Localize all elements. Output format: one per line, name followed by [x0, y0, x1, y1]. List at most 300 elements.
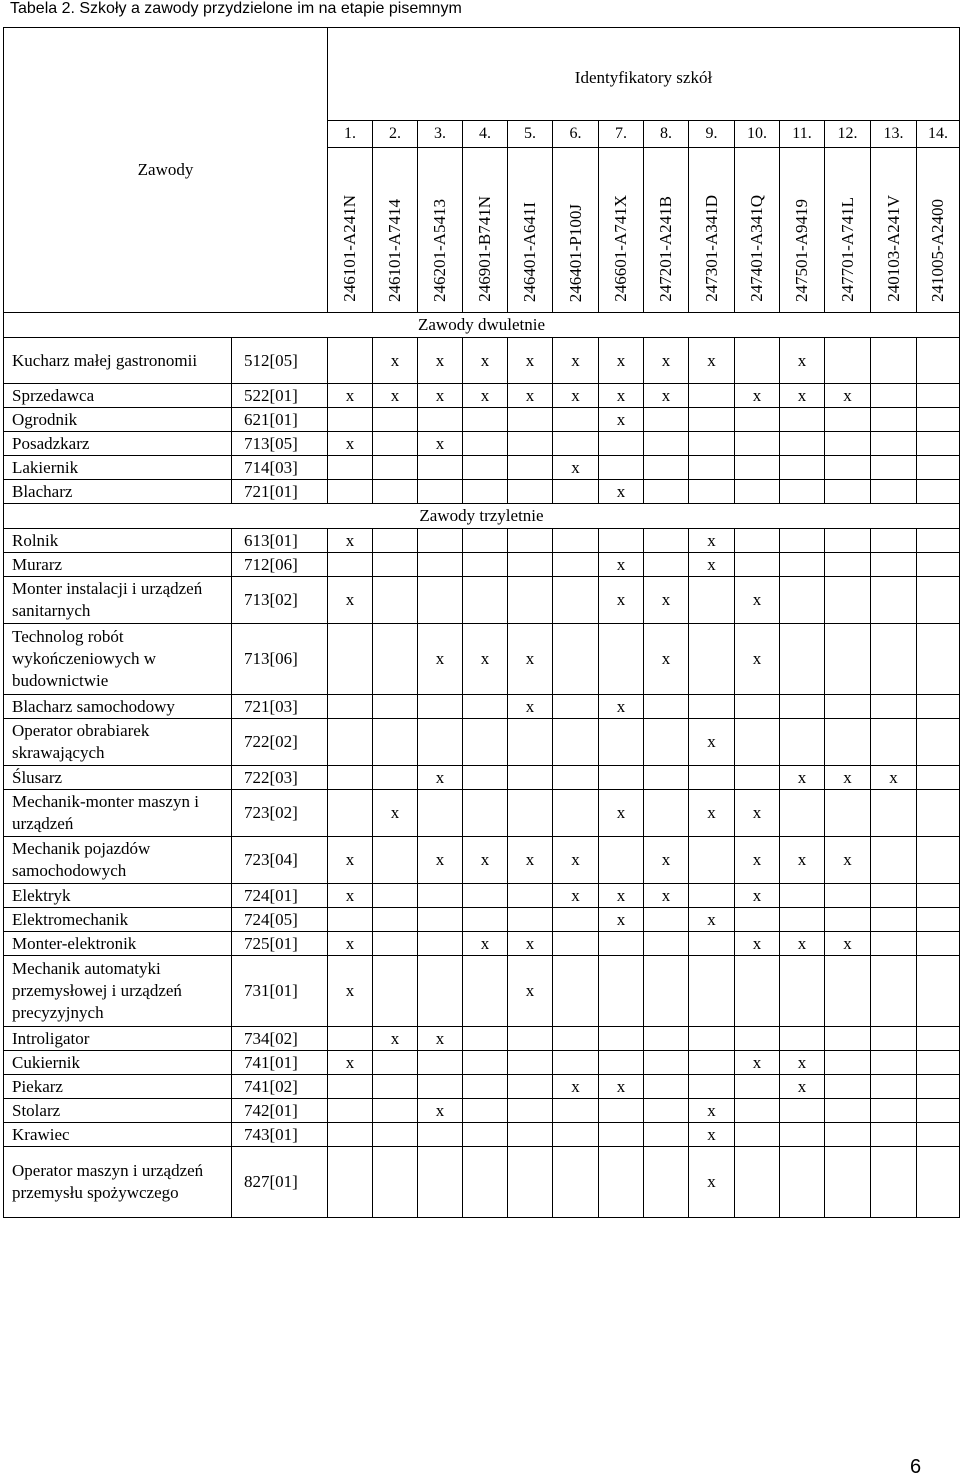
profession-row [4, 884, 960, 908]
assignment-mark [599, 1099, 644, 1123]
assignment-mark [508, 553, 553, 577]
school-number: 8. [644, 121, 689, 148]
assignment-mark: x [463, 837, 508, 884]
assignment-mark: x [373, 338, 418, 384]
assignment-mark [463, 480, 508, 504]
zawody-header [4, 28, 328, 313]
profession-row [4, 624, 960, 695]
assignment-mark [689, 1051, 735, 1075]
assignment-mark [917, 529, 960, 553]
assignment-mark [735, 719, 780, 766]
assignment-mark [644, 1099, 689, 1123]
assignment-mark [328, 1123, 373, 1147]
assignment-mark [644, 1147, 689, 1218]
assignment-mark: x [825, 932, 871, 956]
assignment-mark [508, 1075, 553, 1099]
assignment-mark [373, 956, 418, 1027]
profession-name: Monter-elektronik [4, 932, 232, 956]
assignment-mark [508, 790, 553, 837]
profession-code: 722[02] [232, 719, 328, 766]
assignment-mark [780, 1147, 825, 1218]
assignment-mark [373, 1051, 418, 1075]
assignment-mark [328, 338, 373, 384]
assignment-mark [825, 408, 871, 432]
assignment-mark [644, 956, 689, 1027]
assignment-mark [644, 456, 689, 480]
assignment-mark [508, 456, 553, 480]
assignment-mark [373, 695, 418, 719]
assignment-mark [508, 719, 553, 766]
assignment-mark [689, 884, 735, 908]
assignment-mark [553, 1123, 599, 1147]
assignment-mark: x [735, 837, 780, 884]
assignment-mark [553, 1147, 599, 1218]
assignment-mark [689, 1027, 735, 1051]
assignment-mark: x [418, 837, 463, 884]
profession-row [4, 790, 960, 837]
assignment-mark [735, 1027, 780, 1051]
assignment-mark [871, 1123, 917, 1147]
assignment-mark [508, 908, 553, 932]
assignment-mark [599, 932, 644, 956]
assignment-mark [328, 908, 373, 932]
profession-row [4, 384, 960, 408]
school-number: 2. [373, 121, 418, 148]
profession-code: 721[03] [232, 695, 328, 719]
assignment-mark [463, 1099, 508, 1123]
assignment-mark [418, 719, 463, 766]
school-number: 12. [825, 121, 871, 148]
assignment-mark [780, 553, 825, 577]
profession-row [4, 1123, 960, 1147]
assignment-mark: x [328, 432, 373, 456]
assignment-mark [917, 408, 960, 432]
assignment-mark [373, 408, 418, 432]
school-number: 9. [689, 121, 735, 148]
assignment-mark [871, 480, 917, 504]
assignment-mark: x [599, 577, 644, 624]
assignment-mark [373, 624, 418, 695]
assignment-mark [871, 695, 917, 719]
assignment-mark [508, 1123, 553, 1147]
school-id-cell [463, 148, 508, 313]
assignment-mark [871, 553, 917, 577]
assignment-mark: x [735, 624, 780, 695]
ids-title: Identyfikatory szkół [328, 28, 960, 121]
assignment-mark: x [599, 338, 644, 384]
assignment-mark [780, 695, 825, 719]
profession-name: Monter instalacji i urządzeń sanitarnych [4, 577, 232, 624]
assignment-mark [917, 1075, 960, 1099]
assignment-mark [871, 529, 917, 553]
profession-row [4, 456, 960, 480]
assignment-mark: x [735, 384, 780, 408]
assignment-mark [917, 1123, 960, 1147]
assignment-mark [508, 766, 553, 790]
assignment-mark [553, 624, 599, 695]
assignment-mark: x [328, 932, 373, 956]
assignment-mark: x [328, 884, 373, 908]
profession-code: 713[02] [232, 577, 328, 624]
assignment-mark [780, 884, 825, 908]
school-id: 247501-A9419 [792, 199, 811, 302]
assignment-mark: x [599, 553, 644, 577]
profession-code: 725[01] [232, 932, 328, 956]
assignment-mark [508, 1099, 553, 1123]
assignment-mark [463, 432, 508, 456]
profession-code: 734[02] [232, 1027, 328, 1051]
assignment-mark [689, 408, 735, 432]
assignment-mark [508, 577, 553, 624]
school-id: 246101-A7414 [385, 199, 404, 302]
profession-row [4, 1027, 960, 1051]
assignment-mark: x [644, 384, 689, 408]
assignment-mark [917, 1051, 960, 1075]
assignment-mark [463, 884, 508, 908]
assignment-mark [689, 956, 735, 1027]
profession-name: Blacharz samochodowy [4, 695, 232, 719]
assignment-mark [917, 790, 960, 837]
assignment-mark [418, 1075, 463, 1099]
assignment-mark: x [328, 1051, 373, 1075]
assignment-mark: x [825, 837, 871, 884]
assignment-mark [373, 1123, 418, 1147]
school-id-cell [418, 148, 463, 313]
profession-name: Mechanik-monter maszyn i urządzeń [4, 790, 232, 837]
section-row [4, 504, 960, 529]
profession-code: 743[01] [232, 1123, 328, 1147]
assignment-mark: x [871, 766, 917, 790]
assignment-mark [463, 529, 508, 553]
assignment-mark [780, 956, 825, 1027]
assignment-mark [735, 1147, 780, 1218]
assignment-mark [328, 719, 373, 766]
profession-code: 827[01] [232, 1147, 328, 1218]
header-row-ids [4, 28, 960, 121]
profession-code: 742[01] [232, 1099, 328, 1123]
assignment-mark [328, 790, 373, 837]
assignment-mark: x [508, 695, 553, 719]
assignment-mark [644, 480, 689, 504]
profession-name: Sprzedawca [4, 384, 232, 408]
assignment-mark [735, 1123, 780, 1147]
assignment-mark: x [780, 384, 825, 408]
assignment-mark: x [418, 1099, 463, 1123]
assignment-mark [599, 624, 644, 695]
assignment-mark [508, 1027, 553, 1051]
assignment-mark [508, 529, 553, 553]
assignment-mark [871, 384, 917, 408]
assignment-mark: x [689, 338, 735, 384]
school-id-cell [553, 148, 599, 313]
assignment-mark [328, 766, 373, 790]
assignment-mark: x [463, 932, 508, 956]
assignment-mark: x [599, 408, 644, 432]
assignment-mark [644, 908, 689, 932]
assignment-mark [463, 956, 508, 1027]
assignment-mark: x [644, 884, 689, 908]
assignment-mark [508, 480, 553, 504]
assignment-mark [553, 577, 599, 624]
assignment-mark [735, 1099, 780, 1123]
assignment-mark [644, 529, 689, 553]
profession-row [4, 695, 960, 719]
assignment-mark [508, 432, 553, 456]
profession-row [4, 577, 960, 624]
profession-code: 512[05] [232, 338, 328, 384]
assignment-mark [917, 695, 960, 719]
assignment-mark: x [508, 932, 553, 956]
assignment-mark: x [328, 577, 373, 624]
assignment-mark [373, 766, 418, 790]
assignment-mark [373, 1075, 418, 1099]
assignment-mark: x [825, 384, 871, 408]
assignment-mark [871, 1027, 917, 1051]
assignment-mark [917, 480, 960, 504]
assignment-mark [418, 1051, 463, 1075]
assignment-mark [418, 790, 463, 837]
assignment-mark [780, 456, 825, 480]
assignment-mark [418, 908, 463, 932]
assignment-mark: x [373, 1027, 418, 1051]
assignment-mark: x [508, 384, 553, 408]
assignment-mark [418, 456, 463, 480]
assignment-mark [328, 480, 373, 504]
schools-professions-table [3, 27, 960, 1218]
assignment-mark [780, 408, 825, 432]
assignment-mark [373, 932, 418, 956]
assignment-mark [825, 480, 871, 504]
profession-name: Ogrodnik [4, 408, 232, 432]
school-number: 7. [599, 121, 644, 148]
assignment-mark [689, 456, 735, 480]
profession-row [4, 338, 960, 384]
school-number: 6. [553, 121, 599, 148]
assignment-mark [871, 1051, 917, 1075]
assignment-mark: x [599, 1075, 644, 1099]
assignment-mark: x [689, 1099, 735, 1123]
assignment-mark: x [418, 432, 463, 456]
profession-row [4, 553, 960, 577]
assignment-mark: x [418, 766, 463, 790]
assignment-mark [373, 884, 418, 908]
assignment-mark [917, 553, 960, 577]
assignment-mark [463, 766, 508, 790]
assignment-mark [328, 456, 373, 480]
assignment-mark [644, 719, 689, 766]
assignment-mark [689, 1075, 735, 1099]
assignment-mark [553, 719, 599, 766]
assignment-mark: x [463, 384, 508, 408]
profession-row [4, 432, 960, 456]
assignment-mark [463, 1051, 508, 1075]
assignment-mark [463, 719, 508, 766]
assignment-mark: x [735, 884, 780, 908]
assignment-mark [644, 1123, 689, 1147]
assignment-mark [599, 1147, 644, 1218]
assignment-mark [689, 932, 735, 956]
assignment-mark [599, 456, 644, 480]
table-caption: Tabela 2. Szkoły a zawody przydzielone im na etapie pisemnym [10, 0, 462, 17]
assignment-mark: x [735, 577, 780, 624]
profession-code: 723[04] [232, 837, 328, 884]
profession-code: 613[01] [232, 529, 328, 553]
assignment-mark [871, 338, 917, 384]
assignment-mark [917, 719, 960, 766]
assignment-mark [825, 1099, 871, 1123]
assignment-mark [871, 956, 917, 1027]
assignment-mark [735, 338, 780, 384]
profession-name: Cukiernik [4, 1051, 232, 1075]
assignment-mark [825, 456, 871, 480]
assignment-mark [644, 695, 689, 719]
school-id-cell [644, 148, 689, 313]
school-id-cell [917, 148, 960, 313]
assignment-mark [871, 1075, 917, 1099]
assignment-mark [508, 884, 553, 908]
assignment-mark [780, 432, 825, 456]
profession-name: Posadzkarz [4, 432, 232, 456]
assignment-mark [689, 766, 735, 790]
profession-row [4, 1075, 960, 1099]
assignment-mark: x [418, 624, 463, 695]
profession-code: 721[01] [232, 480, 328, 504]
assignment-mark [735, 480, 780, 504]
assignment-mark [599, 1123, 644, 1147]
profession-row [4, 766, 960, 790]
assignment-mark [689, 480, 735, 504]
school-number: 3. [418, 121, 463, 148]
assignment-mark [689, 695, 735, 719]
assignment-mark [553, 956, 599, 1027]
assignment-mark [463, 1027, 508, 1051]
assignment-mark [917, 908, 960, 932]
profession-name: Operator obrabiarek skrawających [4, 719, 232, 766]
assignment-mark [917, 456, 960, 480]
assignment-mark: x [644, 338, 689, 384]
assignment-mark [644, 408, 689, 432]
assignment-mark [780, 719, 825, 766]
assignment-mark [825, 1123, 871, 1147]
assignment-mark [780, 624, 825, 695]
assignment-mark: x [418, 338, 463, 384]
assignment-mark: x [553, 884, 599, 908]
assignment-mark [328, 1027, 373, 1051]
assignment-mark: x [508, 837, 553, 884]
assignment-mark [689, 624, 735, 695]
school-id-cell [735, 148, 780, 313]
assignment-mark: x [599, 884, 644, 908]
school-id-cell [328, 148, 373, 313]
assignment-mark: x [599, 480, 644, 504]
assignment-mark: x [418, 1027, 463, 1051]
profession-name: Elektryk [4, 884, 232, 908]
assignment-mark [871, 884, 917, 908]
assignment-mark [735, 529, 780, 553]
assignment-mark [825, 577, 871, 624]
profession-row [4, 1147, 960, 1218]
profession-row [4, 719, 960, 766]
school-id: 247401-A341Q [747, 195, 766, 302]
assignment-mark [735, 766, 780, 790]
profession-name: Murarz [4, 553, 232, 577]
assignment-mark [780, 1123, 825, 1147]
assignment-mark [508, 1147, 553, 1218]
assignment-mark [328, 1147, 373, 1218]
assignment-mark [825, 956, 871, 1027]
assignment-mark [553, 529, 599, 553]
school-number: 11. [780, 121, 825, 148]
school-id: 246601-A741X [611, 195, 630, 302]
assignment-mark [780, 577, 825, 624]
assignment-mark [418, 577, 463, 624]
profession-name: Krawiec [4, 1123, 232, 1147]
assignment-mark: x [780, 1051, 825, 1075]
assignment-mark [735, 553, 780, 577]
assignment-mark [553, 766, 599, 790]
school-id: 246401-P100J [565, 203, 585, 302]
school-id-cell [825, 148, 871, 313]
assignment-mark [871, 1147, 917, 1218]
profession-code: 713[06] [232, 624, 328, 695]
assignment-mark: x [508, 956, 553, 1027]
assignment-mark [825, 432, 871, 456]
assignment-mark [825, 908, 871, 932]
assignment-mark [599, 719, 644, 766]
assignment-mark [825, 529, 871, 553]
profession-code: 731[01] [232, 956, 328, 1027]
assignment-mark [644, 432, 689, 456]
assignment-mark [780, 1027, 825, 1051]
school-id: 247701-A741L [837, 197, 857, 302]
profession-row [4, 408, 960, 432]
assignment-mark: x [418, 384, 463, 408]
assignment-mark [735, 695, 780, 719]
assignment-mark [871, 837, 917, 884]
assignment-mark [917, 884, 960, 908]
profession-name: Lakiernik [4, 456, 232, 480]
assignment-mark [328, 695, 373, 719]
assignment-mark [917, 932, 960, 956]
profession-name: Stolarz [4, 1099, 232, 1123]
school-number: 10. [735, 121, 780, 148]
assignment-mark: x [599, 790, 644, 837]
assignment-mark [328, 1075, 373, 1099]
profession-name: Ślusarz [4, 766, 232, 790]
assignment-mark [508, 1051, 553, 1075]
profession-name: Mechanik pojazdów samochodowych [4, 837, 232, 884]
school-id-cell [871, 148, 917, 313]
assignment-mark [780, 480, 825, 504]
page-number: 6 [910, 1456, 922, 1478]
assignment-mark [644, 1027, 689, 1051]
assignment-mark [553, 480, 599, 504]
assignment-mark [463, 408, 508, 432]
assignment-mark [825, 719, 871, 766]
zawody-label: Zawody [137, 160, 194, 179]
assignment-mark [689, 837, 735, 884]
assignment-mark [735, 1075, 780, 1099]
assignment-mark: x [735, 1051, 780, 1075]
profession-name: Piekarz [4, 1075, 232, 1099]
school-id-cell [508, 148, 553, 313]
assignment-mark [689, 577, 735, 624]
assignment-mark [463, 577, 508, 624]
profession-row [4, 956, 960, 1027]
school-number: 5. [508, 121, 553, 148]
assignment-mark: x [328, 384, 373, 408]
assignment-mark: x [373, 384, 418, 408]
